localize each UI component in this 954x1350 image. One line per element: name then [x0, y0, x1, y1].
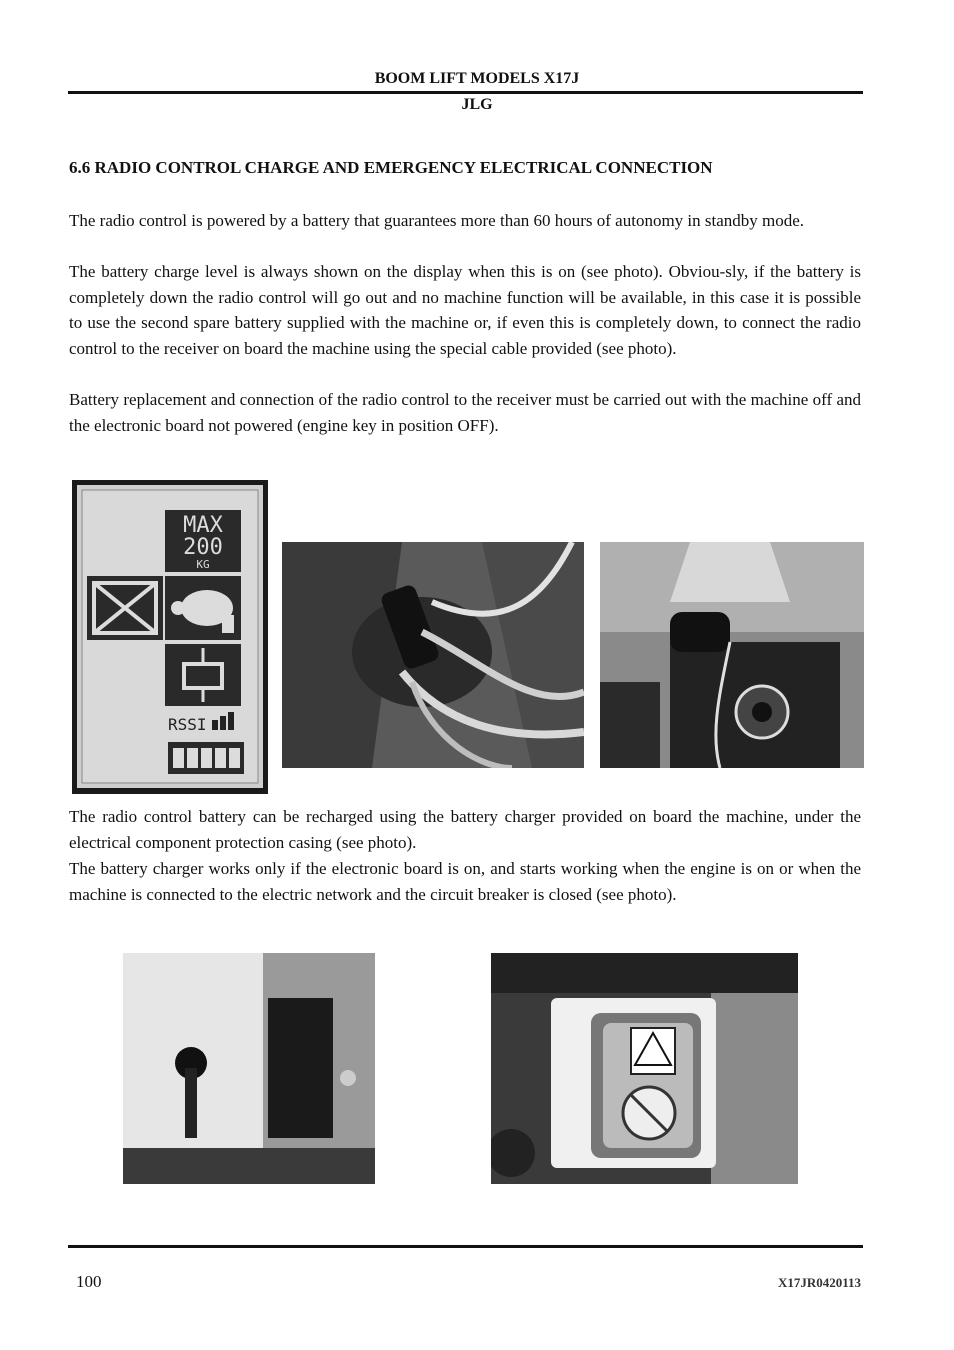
circuit-breaker-photo	[491, 953, 798, 1184]
paragraph-charge-level: The battery charge level is always shown on the display when this is on (see photo). Obviou-sly, if the battery is completely down the radio control will go out and no machine function will be available, in this case it is possible to use the second spare battery supplied with the machine or, if even this is completely down, to connect the radio control to the receiver on board the machine using the special cable provided (see photo).	[69, 262, 861, 358]
footer-rule	[68, 1245, 863, 1248]
header-title: BOOM LIFT MODELS X17J	[374, 70, 580, 87]
header-rule	[68, 91, 863, 94]
page-number: 100	[76, 1272, 102, 1291]
display-unit-label: KG	[196, 558, 210, 571]
display-rssi-label: RSSI	[168, 715, 207, 734]
display-max-label: MAX	[183, 513, 223, 538]
paragraph-charger-operation: The battery charger works only if the electronic board is on, and starts working when the engine is on or when the machine is connected to the electric network and the circuit breaker is closed (see photo).	[69, 859, 861, 904]
paragraph-replacement: Battery replacement and connection of the radio control to the receiver must be carried out with the machine off and the electronic board not powered (engine key in position OFF).	[69, 390, 861, 435]
paragraph-recharge: The radio control battery can be recharged using the battery charger provided on board the machine, under the electrical component protection casing (see photo).	[69, 807, 861, 852]
section-title: 6.6 RADIO CONTROL CHARGE AND EMERGENCY ELECTRICAL CONNECTION	[69, 158, 713, 177]
display-weight-value: 200	[183, 535, 223, 560]
display-photo	[72, 480, 268, 794]
cable-connector-photo	[282, 542, 584, 768]
receiver-socket-photo	[600, 542, 864, 768]
paragraph-autonomy: The radio control is powered by a battery that guarantees more than 60 hours of autonomy in standby mode.	[69, 211, 805, 230]
header-brand: JLG	[461, 96, 493, 113]
key-switch-photo	[123, 953, 375, 1184]
document-code: X17JR0420113	[777, 1275, 861, 1290]
